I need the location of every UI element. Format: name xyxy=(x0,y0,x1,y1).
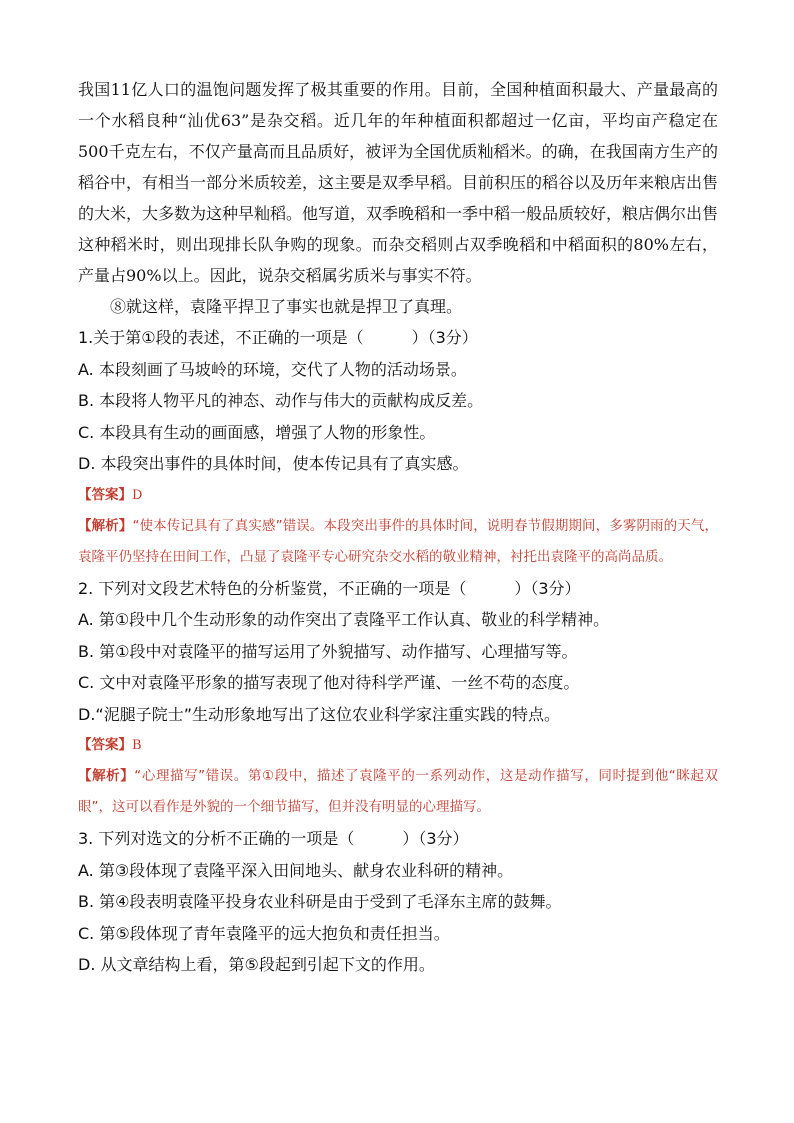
analysis-text: “心理描写”错误。第①段中，描述了袁隆平的一系列动作，这是动作描写，同时提到他“眯起双眼”，这可以看作是外貌的一个细节描写，但并没有明显的心理描写。 xyxy=(78,768,718,815)
option-d: D. 本段突出事件的具体时间，使本传记具有了真实感。 xyxy=(78,454,469,473)
answer-value: D xyxy=(132,487,143,503)
analysis-block xyxy=(78,761,718,823)
option-a: A. 本段刻画了马坡岭的环境，交代了人物的活动场景。 xyxy=(78,359,467,379)
answer-line xyxy=(78,730,718,761)
passage-paragraph-8: ⑧就这样，袁隆平捍卫了事实也就是捍卫了真理。 xyxy=(110,297,463,316)
question-stem: 3. 下列对选文的分析不正确的一项是（ ）（3分） xyxy=(78,829,469,848)
option-b: B. 本段将人物平凡的神态、动作与伟大的贡献构成反差。 xyxy=(78,391,484,410)
answer-line xyxy=(78,480,718,511)
answer-tag: 【答案】 xyxy=(78,486,132,503)
passage-paragraph-7: 我国11亿人口的温饱问题发挥了极其重要的作用。目前，全国种植面积最大、产量最高的一个水稻良种“汕优63”是杂交稻。近几年的年种植面积都超过一亿亩，平均亩产稳定在500千克左右，不仅产量高而且品质好，被评为全国优质籼稻米。的确，在我国南方生产的稻谷中，有相当一部分米质较差，这主要是双季早稻。目前积压的稻谷以及历年来粮店出售的大米，大多数为这种早籼稻。他写道，双季晚稻和一季中稻一般品质较好，粮店偶尔出售这种稻米时，则出现排长队争购的现象。而杂交稻则占双季晚稻和中稻面积的80%左右，产量占90%以上。因此，说杂交稻属劣质米与事实不符。 xyxy=(78,80,719,285)
option-d: D.“泥腿子院士”生动形象地写出了这位农业科学家注重实践的特点。 xyxy=(78,704,560,724)
option-a: A. 第①段中几个生动形象的动作突出了袁隆平工作认真、敬业的科学精神。 xyxy=(78,610,610,629)
document-page xyxy=(78,74,718,981)
question-stem: 1.关于第①段的表述，不正确的一项是（ ）（3分） xyxy=(78,328,478,347)
option-b: B. 第①段中对袁隆平的描写运用了外貌描写、动作描写、心理描写等。 xyxy=(78,641,578,661)
analysis-tag: 【解析】 xyxy=(78,517,133,534)
option-c: C. 第⑤段体现了青年袁隆平的远大抱负和责任担当。 xyxy=(78,923,450,943)
analysis-text: “使本传记具有了真实感”错误。本段突出事件的具体时间，说明春节假期期间，多雾阴雨的天气，袁隆平仍坚持在田间工作，凸显了袁隆平专心研究杂交水稻的敬业精神，衬托出袁隆平的高尚品质。 xyxy=(78,517,718,565)
option-b: B. 第④段表明袁隆平投身农业科研是由于受到了毛泽东主席的鼓舞。 xyxy=(78,892,562,911)
option-d: D. 从文章结构上看，第⑤段起到引起下文的作用。 xyxy=(78,955,435,974)
analysis-block xyxy=(78,511,718,573)
question-3 xyxy=(78,823,718,981)
analysis-tag: 【解析】 xyxy=(78,768,135,784)
option-a: A. 第③段体现了袁隆平深入田间地头、献身农业科研的精神。 xyxy=(78,860,514,880)
question-1 xyxy=(78,322,718,573)
option-c: C. 本段具有生动的画面感，增强了人物的形象性。 xyxy=(78,422,436,442)
option-c: C. 文中对袁隆平形象的描写表现了他对待科学严谨、一丝不苟的态度。 xyxy=(78,673,580,692)
answer-tag: 【答案】 xyxy=(78,737,132,753)
question-stem: 2. 下列对文段艺术特色的分析鉴赏，不正确的一项是（ ）（3分） xyxy=(78,578,581,598)
answer-value: B xyxy=(132,738,142,753)
question-2 xyxy=(78,573,718,824)
passage xyxy=(78,74,718,322)
